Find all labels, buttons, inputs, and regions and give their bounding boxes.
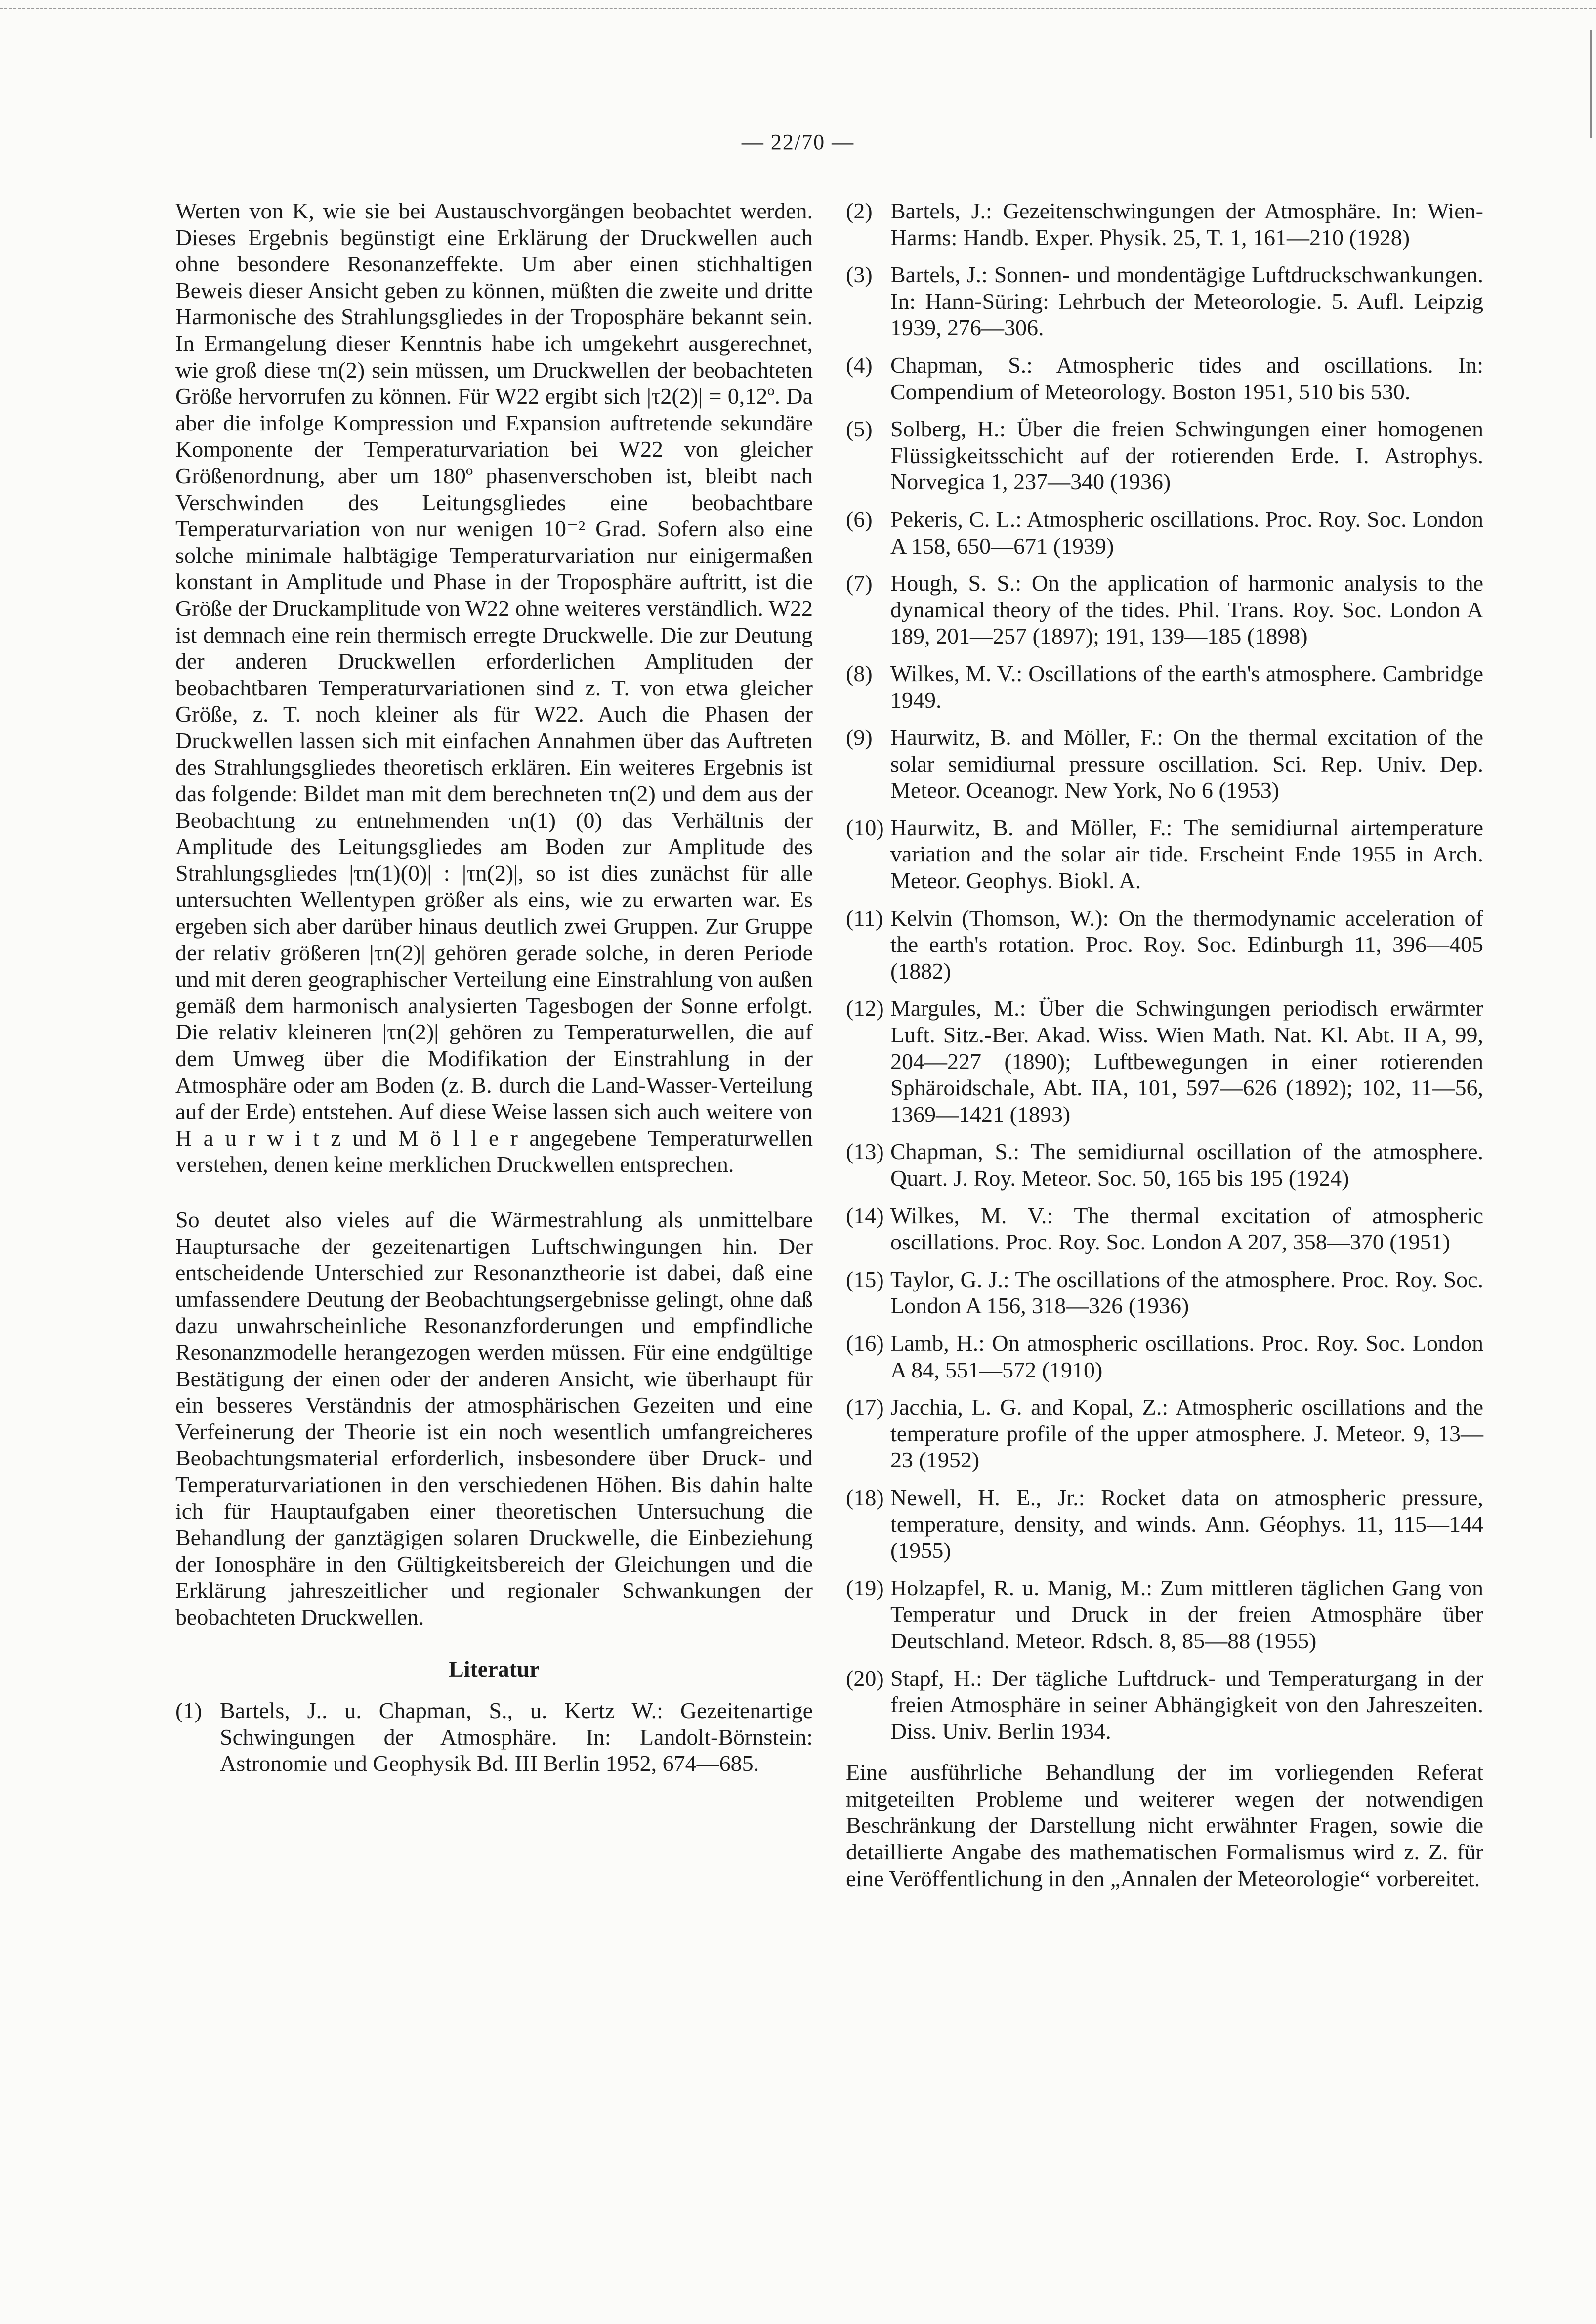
- page-number: — 22/70 —: [741, 130, 855, 154]
- reference-text: Holzapfel, R. u. Manig, M.: Zum mittleren täglichen Gang von Temperatur und Druck in der freien Atmosphäre über Deutschland. Meteor. Rdsch. 8, 85—88 (1955): [890, 1575, 1483, 1653]
- reference-number: (10): [846, 815, 884, 840]
- reference-number: (16): [846, 1330, 884, 1356]
- reference-text: Wilkes, M. V.: The thermal excitation of atmospheric oscillations. Proc. Roy. Soc. London A 207, 358—370 (1951): [890, 1203, 1483, 1255]
- reference-text: Lamb, H.: On atmospheric oscillations. Proc. Roy. Soc. London A 84, 551—572 (1910): [890, 1330, 1483, 1382]
- reference-number: (20): [846, 1665, 884, 1691]
- reference-text: Haurwitz, B. and Möller, F.: The semidiurnal airtemperature variation and the solar air tide. Erscheint Ende 1955 in Arch. Meteor. Geophys. Biokl. A.: [890, 815, 1483, 894]
- reference-item: [846, 1203, 1483, 1255]
- reference-item: [846, 660, 1483, 713]
- closing-paragraph: Eine ausführliche Behandlung der im vorliegenden Referat mitgeteilten Probleme und weiterer wegen der notwendigen Beschränkung der Darstellung nicht erwähnter Fragen, sowie die detaillierte Angabe des mathematischen Formalismus wird z. Z. für eine Veröffentlichung in den „Annalen der Meteorologie“ vorbereitet.: [846, 1760, 1483, 1891]
- reference-text: Pekeris, C. L.: Atmospheric oscillations. Proc. Roy. Soc. London A 158, 650—671 (1939): [890, 506, 1483, 559]
- body-paragraph-1: Werten von K, wie sie bei Austauschvorgängen beobachtet werden. Dieses Ergebnis begünstigt eine Erklärung der Druckwellen auch ohne besondere Resonanzeffekte. Um aber einen stichhaltigen Beweis dieser Ansicht geben zu können, müßten die zweite und dritte Harmonische des Strahlungsgliedes in der Troposphäre bekannt sein. In Ermangelung dieser Kenntnis habe ich umgekehrt ausgerechnet, wie groß diese τn(2) sein müssen, um Druckwellen der beobachteten Größe hervorrufen zu können. Für W22 ergibt sich |τ2(2)| = 0,12º. Da aber die infolge Kompression und Expansion auftretende sekundäre Komponente der Temperaturvariation bei W22 von gleicher Größenordnung, aber um 180º phasenverschoben ist, bleibt nach Verschwinden des Leitungsgliedes eine beobachtbare Temperaturvariation von nur wenigen 10⁻² Grad. Sofern also eine solche minimale halbtägige Temperaturvariation nur einigermaßen konstant in Amplitude und Phase in der Troposphäre auftritt, ist die Größe der Druckamplitude von W22 ohne weiteres verständlich. W22 ist demnach eine rein thermisch erregte Druckwelle. Die zur Deutung der anderen Druckwellen erforderlichen Amplituden der beobachtbaren Temperaturvariationen sind z. T. von etwa gleicher Größe, z. T. noch kleiner als für W22. Auch die Phasen der Druckwellen lassen sich mit einfachen Annahmen über das Auftreten des Strahlungsgliedes theoretisch erklären. Ein weiteres Ergebnis ist das folgende: Bildet man mit dem berechneten τn(2) und dem aus der Beobachtung zu entnehmenden τn(1) (0) das Verhältnis der Amplitude des Leitungsgliedes am Boden zur Amplitude des Strahlungsgliedes |τn(1)(0)| : |τn(2)|, so ist dies zunächst für alle untersuchten Wellentypen größer als eins, wie zu erwarten war. Es ergeben sich aber darüber hinaus deutlich zwei Gruppen. Zur Gruppe der relativ größeren |τn(2)| gehören gerade solche, in deren Periode und mit deren geographischer Verteilung eine Einstrahlung von außen gemäß dem harmonisch analysierten Tagesbogen der Sonne erfolgt. Die relativ kleineren |τn(2)| gehören zu Temperaturwellen, die auf dem Umweg über die Modifikation der Einstrahlung in der Atmosphäre oder am Boden (z. B. durch die Land-Wasser-Verteilung auf der Erde) entstehen. Auf diese Weise lassen sich auch weitere von H a u r w i t z und M ö l l e r angegebene Temperaturwellen verstehen, denen keine merklichen Druckwellen entsprechen.: [175, 198, 813, 1177]
- reference-text: Haurwitz, B. and Möller, F.: On the thermal excitation of the solar semidiurnal pressure oscillation. Sci. Rep. Univ. Dep. Meteor. Oceanogr. New York, No 6 (1953): [890, 725, 1483, 803]
- reference-text: Margules, M.: Über die Schwingungen periodisch erwärmter Luft. Sitz.-Ber. Akad. Wiss. Wien Math. Nat. Kl. Abt. II A, 99, 204—227 (1890); Luftbewegungen in einer rotierenden Sphäroidschale, Abt. IIA, 101, 597—626 (1892); 102, 11—56, 1369—1421 (1893): [890, 995, 1483, 1127]
- reference-item: [846, 1575, 1483, 1654]
- reference-number: (8): [846, 660, 873, 686]
- reference-text: Wilkes, M. V.: Oscillations of the earth's atmosphere. Cambridge 1949.: [890, 660, 1483, 713]
- reference-item: [846, 995, 1483, 1127]
- reference-number: (9): [846, 725, 873, 750]
- literature-heading: Literatur: [449, 1656, 540, 1682]
- reference-text: Chapman, S.: Atmospheric tides and oscillations. In: Compendium of Meteorology. Boston 1951, 510 bis 530.: [890, 352, 1483, 404]
- reference-text: Bartels, J.: Sonnen- und mondentägige Luftdruckschwankungen. In: Hann-Süring: Lehrbuch der Meteorologie. 5. Aufl. Leipzig 1939, 276—306.: [890, 262, 1483, 341]
- reference-text: Kelvin (Thomson, W.): On the thermodynamic acceleration of the earth's rotation. Proc. Roy. Soc. Edinburgh 11, 396—405 (1882): [890, 905, 1483, 984]
- reference-item: [846, 261, 1483, 341]
- right-column: [846, 198, 1483, 1892]
- reference-text: Chapman, S.: The semidiurnal oscillation of the atmosphere. Quart. J. Roy. Meteor. Soc. 50, 165 bis 195 (1924): [890, 1139, 1483, 1191]
- reference-item: [846, 1330, 1483, 1383]
- reference-text: Newell, H. E., Jr.: Rocket data on atmospheric pressure, temperature, density, and winds. Ann. Géophys. 11, 115—144 (1955): [890, 1484, 1483, 1563]
- reference-item: [846, 352, 1483, 405]
- reference-text: Solberg, H.: Über die freien Schwingungen einer homogenen Flüssigkeitsschicht auf der rotierenden Erde. I. Astrophys. Norvegica 1, 237—340 (1936): [890, 416, 1483, 495]
- reference-text: Bartels, J.: Gezeitenschwingungen der Atmosphäre. In: Wien-Harms: Handb. Exper. Physik. 25, T. 1, 161—210 (1928): [890, 198, 1483, 250]
- reference-item: [846, 506, 1483, 559]
- reference-item: [846, 198, 1483, 251]
- reference-item: [846, 1394, 1483, 1473]
- reference-number: (4): [846, 352, 873, 378]
- reference-number: (15): [846, 1266, 884, 1292]
- reference-text: Hough, S. S.: On the application of harmonic analysis to the dynamical theory of the tides. Phil. Trans. Roy. Soc. London A 189, 201—257 (1897); 191, 139—185 (1898): [890, 570, 1483, 649]
- reference-item: [846, 1484, 1483, 1564]
- reference-number: (18): [846, 1484, 884, 1510]
- body-paragraph-2: So deutet also vieles auf die Wärmestrahlung als unmittelbare Hauptursache der gezeitenartigen Luftschwingungen hin. Der entscheidende Unterschied zur Resonanztheorie ist dabei, daß eine umfassendere Deutung der Beobachtungsergebnisse gelingt, ohne daß dazu unwahrscheinliche Resonanzforderungen und empfindliche Resonanzmodelle herangezogen werden müssen. Für eine endgültige Bestätigung der einen oder der anderen Ansicht, wie überhaupt für ein besseres Verständnis der atmosphärischen Gezeiten und eine Verfeinerung der Theorie ist ein noch wesentlich umfangreicheres Beobachtungsmaterial erforderlich, insbesondere über Druck- und Temperaturvariationen in den verschiedenen Höhen. Bis dahin halte ich für Hauptaufgaben einer theoretischen Untersuchung die Behandlung der ganztägigen solaren Druckwelle, die Einbeziehung der Ionosphäre in den Gültigkeitsbereich der Gleichungen und die Erklärung jahreszeitlicher und regionaler Schwankungen der beobachteten Druckwellen.: [175, 1206, 813, 1630]
- reference-text: Taylor, G. J.: The oscillations of the atmosphere. Proc. Roy. Soc. London A 156, 318—326 (1936): [890, 1266, 1483, 1319]
- reference-item: [846, 570, 1483, 649]
- reference-number: (1): [175, 1698, 202, 1723]
- reference-number: (5): [846, 416, 873, 442]
- reference-item: [846, 1665, 1483, 1745]
- reference-number: (2): [846, 198, 873, 223]
- reference-number: (19): [846, 1575, 884, 1600]
- reference-number: (14): [846, 1203, 884, 1228]
- reference-item: [846, 905, 1483, 985]
- reference-number: (7): [846, 570, 873, 596]
- reference-number: (3): [846, 262, 873, 288]
- left-column: [175, 198, 813, 1788]
- reference-item: [846, 724, 1483, 804]
- reference-number: (12): [846, 995, 884, 1021]
- top-scan-rule: [0, 8, 1596, 9]
- reference-number: (17): [846, 1394, 884, 1420]
- right-edge-mark: [1590, 30, 1592, 138]
- reference-number: (11): [846, 905, 883, 931]
- reference-number: (13): [846, 1139, 884, 1164]
- reference-item: [846, 1266, 1483, 1319]
- reference-item: [846, 1138, 1483, 1191]
- reference-number: (6): [846, 506, 873, 532]
- reference-item: [846, 416, 1483, 495]
- reference-text: Jacchia, L. G. and Kopal, Z.: Atmospheric oscillations and the temperature profile of the upper atmosphere. J. Meteor. 9, 13—23 (1952): [890, 1394, 1483, 1473]
- reference-item: [175, 1697, 813, 1777]
- reference-text: Stapf, H.: Der tägliche Luftdruck- und Temperaturgang in der freien Atmosphäre in seiner Abhängigkeit von den Jahreszeiten. Diss. Univ. Berlin 1934.: [890, 1665, 1483, 1744]
- reference-item: [846, 815, 1483, 894]
- reference-text: Bartels, J.. u. Chapman, S., u. Kertz W.: Gezeitenartige Schwingungen der Atmosphäre. In: Landolt-Börnstein: Astronomie und Geophysik Bd. III Berlin 1952, 674—685.: [220, 1698, 813, 1776]
